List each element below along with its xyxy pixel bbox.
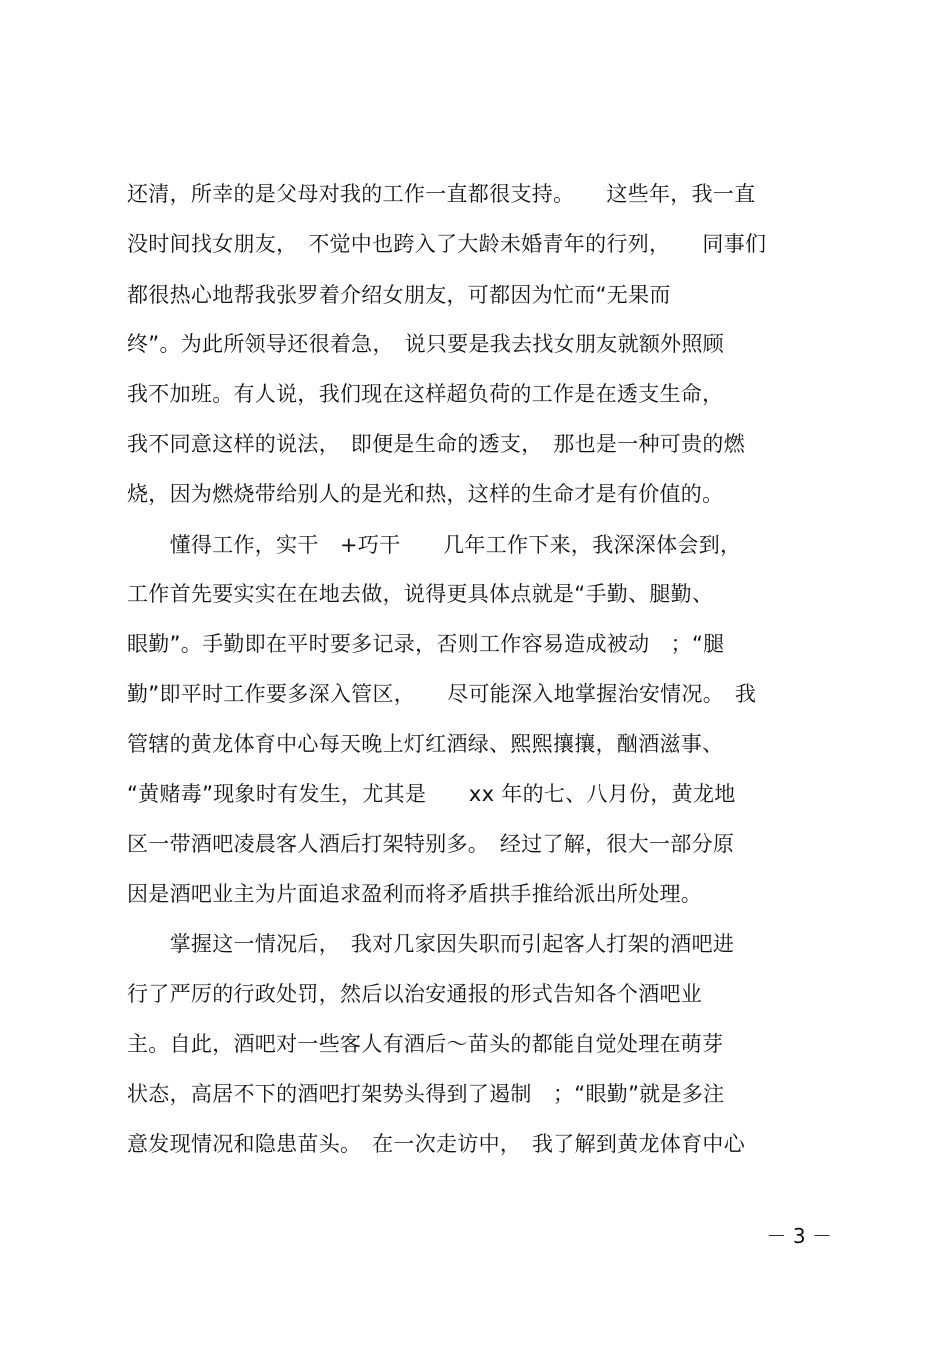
text-line: 勤”即平时工作要多深入管区， 尽可能深入地掌握治安情况。 我 bbox=[127, 682, 757, 706]
text-line: 状态，高居不下的酒吧打架势头得到了遏制 ；“眼勤”就是多注 bbox=[127, 1082, 725, 1106]
text-line: 因是酒吧业主为片面追求盈利而将矛盾拱手推给派出所处理。 bbox=[127, 882, 703, 906]
text-line: 懂得工作，实干 +巧干 几年工作下来，我深深体会到， bbox=[127, 533, 742, 557]
text-line: 没时间找女朋友， 不觉中也跨入了大龄未婚青年的行列， 同事们 bbox=[127, 232, 767, 256]
text-line: 掌握这一情况后， 我对几家因失职而引起客人打架的酒吧进 bbox=[127, 932, 735, 956]
text-line: 眼勤”。手勤即在平时要多记录，否则工作容易造成被动 ；“腿 bbox=[127, 632, 725, 656]
text-line: 主。自此，酒吧对一些客人有酒后～苗头的都能自觉处理在萌芽 bbox=[127, 1032, 724, 1056]
text-line: “黄赌毒”现象时有发生，尤其是 xx 年的七、八月份，黄龙地 bbox=[127, 782, 736, 806]
text-line: 区一带酒吧凌晨客人酒后打架特别多。 经过了解，很大一部分原 bbox=[127, 832, 735, 856]
text-line: 工作首先要实实在在地去做，说得更具体点就是“手勤、腿勤、 bbox=[127, 582, 714, 606]
text-line: 管辖的黄龙体育中心每天晚上灯红酒绿、熙熙攘攘，酗酒滋事、 bbox=[127, 732, 724, 756]
text-line: 意发现情况和隐患苗头。 在一次走访中， 我了解到黄龙体育中心 bbox=[127, 1132, 745, 1156]
text-line: 我不同意这样的说法， 即便是生命的透支， 那也是一种可贵的燃 bbox=[127, 432, 745, 456]
text-line: 都很热心地帮我张罗着介绍女朋友，可都因为忙而“无果而 bbox=[127, 283, 671, 307]
text-line: 我不加班。有人说，我们现在这样超负荷的工作是在透支生命， bbox=[127, 382, 724, 406]
text-line: 还清，所幸的是父母对我的工作一直都很支持。 这些年，我一直 bbox=[127, 182, 756, 206]
text-line: 烧，因为燃烧带给别人的是光和热，这样的生命才是有价值的。 bbox=[127, 482, 724, 506]
text-line: 行了严厉的行政处罚，然后以治安通报的形式告知各个酒吧业 bbox=[127, 982, 703, 1006]
text-line: 终”。为此所领导还很着急， 说只要是我去找女朋友就额外照顾 bbox=[127, 332, 725, 356]
page-number: － 3 － bbox=[766, 1224, 832, 1248]
